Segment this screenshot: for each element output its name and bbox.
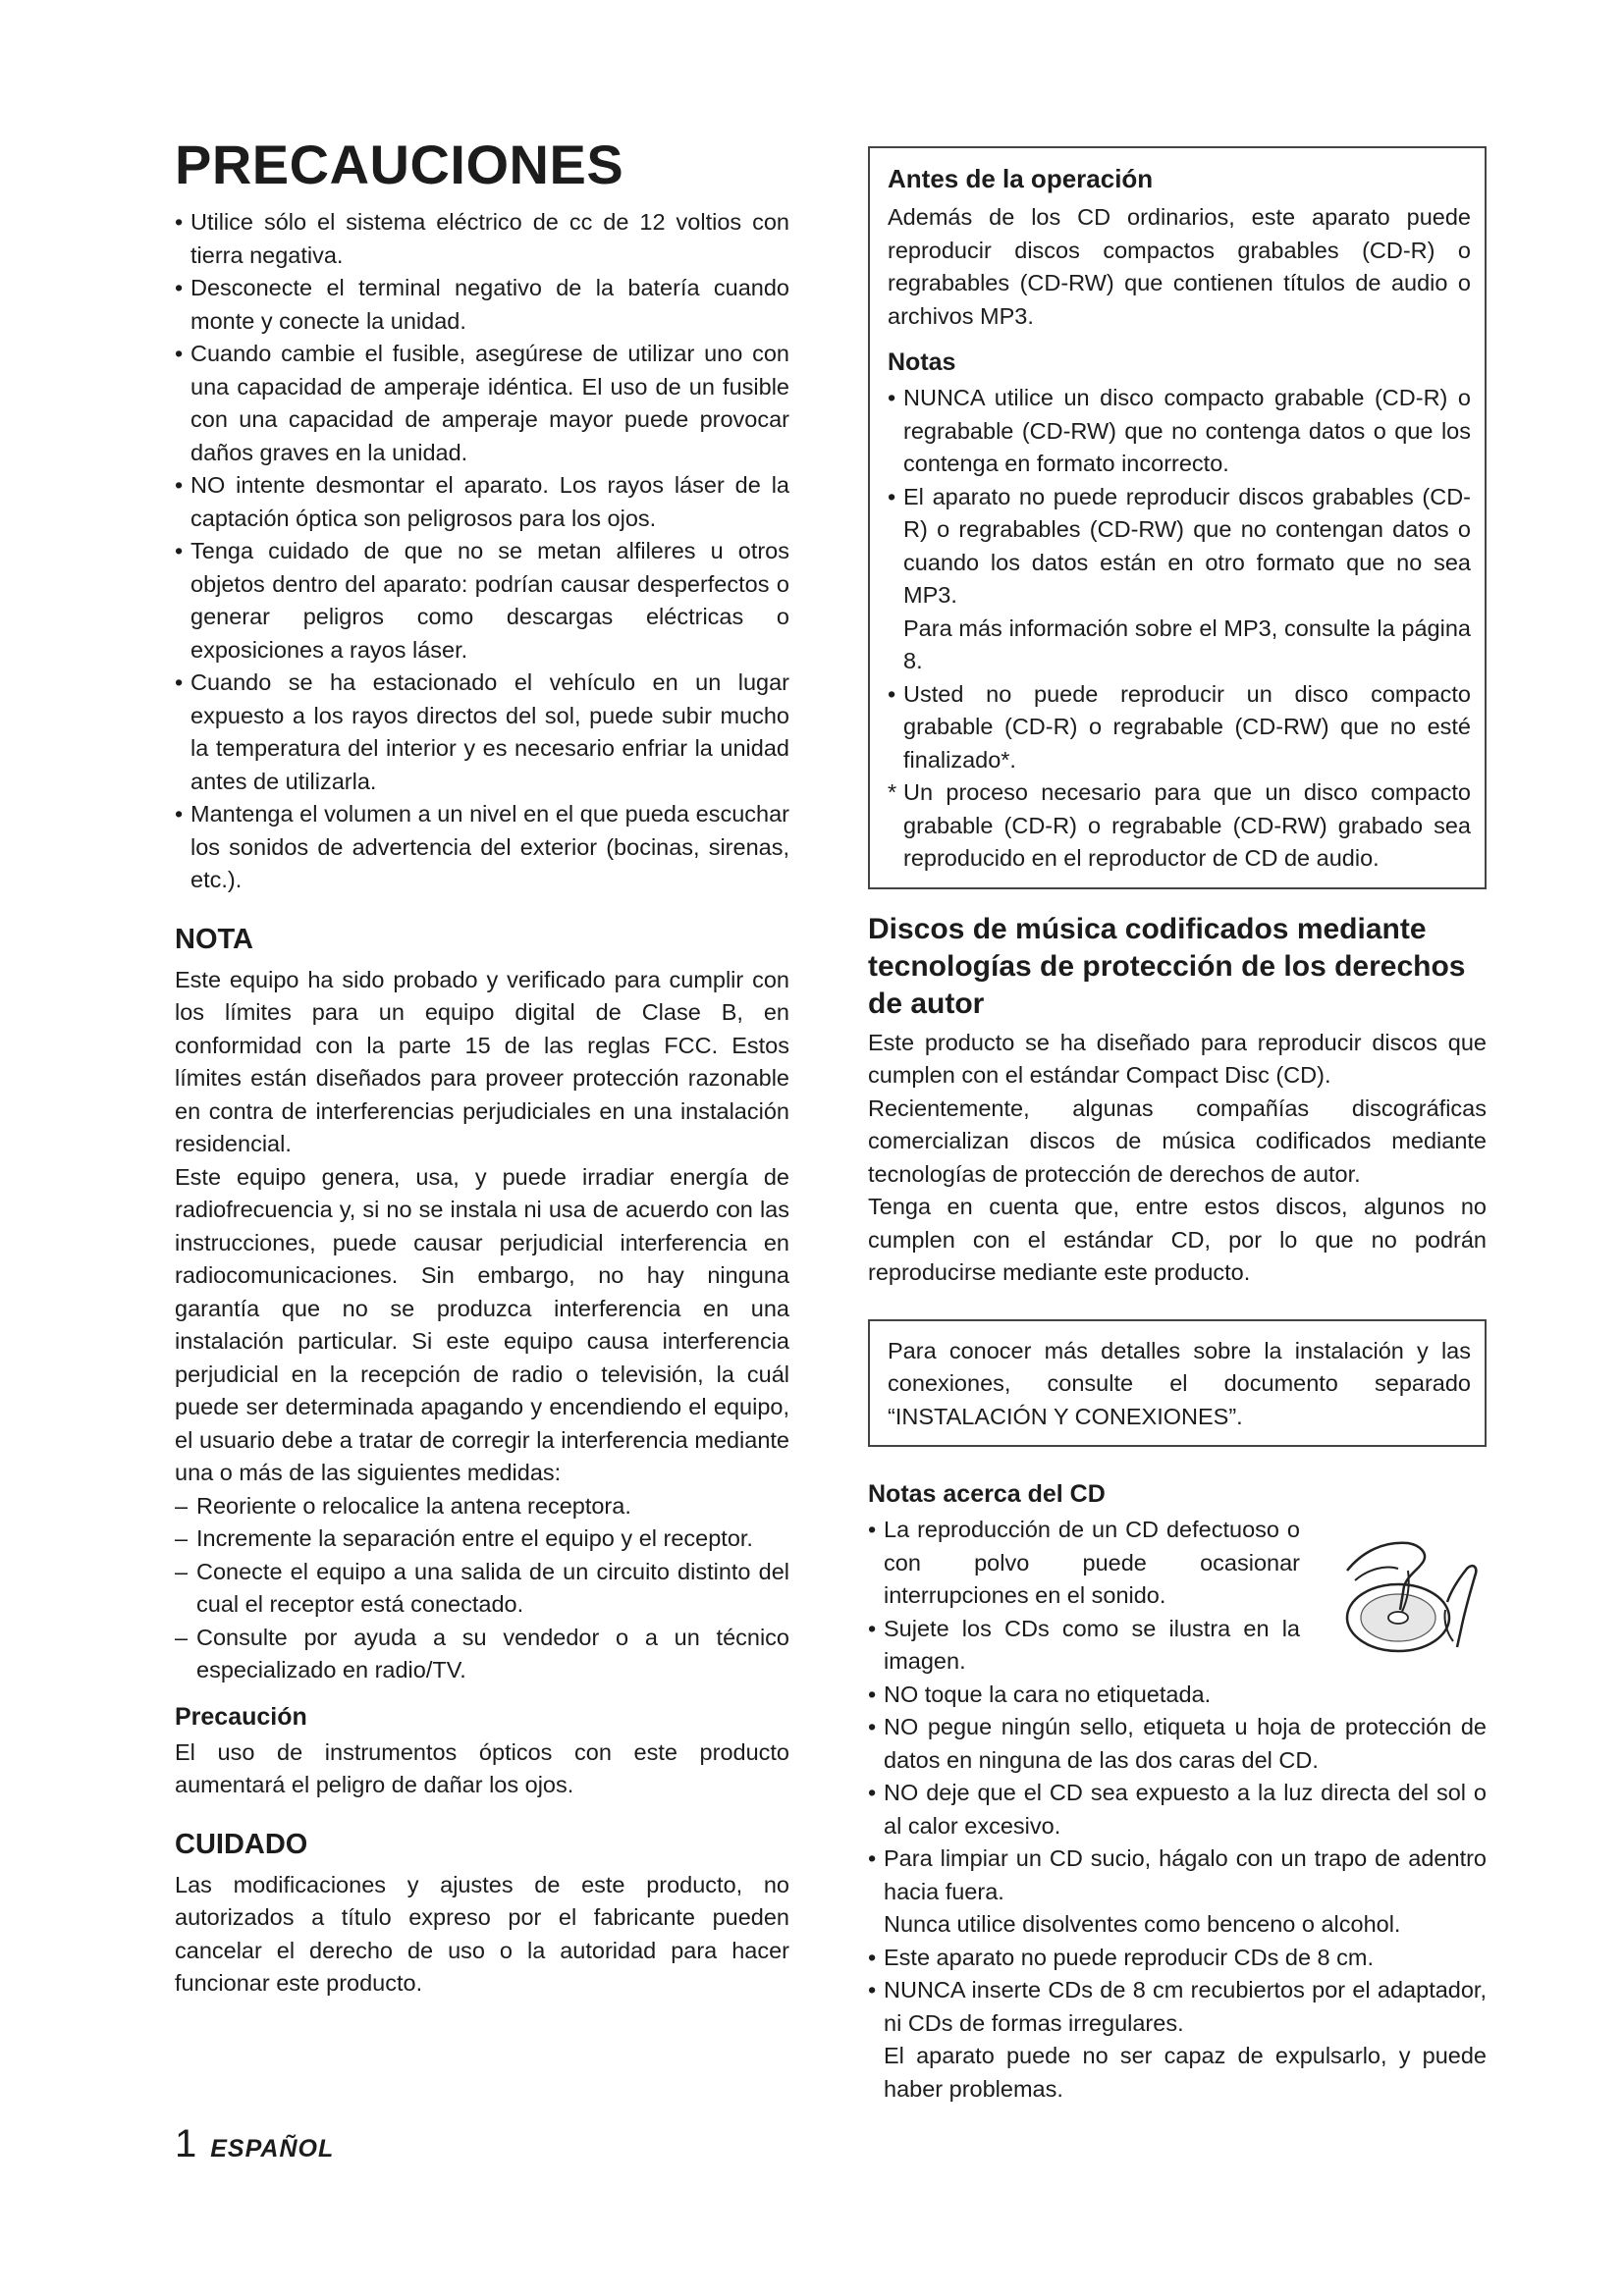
list-item: • Desconecte el terminal negativo de la batería cuando monte y conecte la unidad. (175, 272, 789, 338)
discos-paragraph-2: Recientemente, algunas compañías discográficas comercializan discos de música codificados mediante tecnologías de protección de derechos de autor. (868, 1095, 1487, 1187)
list-item: • Tenga cuidado de que no se metan alfileres u otros objetos dentro del aparato: podrían causar desperfectos o generar peligros como descargas eléctricas o exposiciones a rayos láser. (175, 535, 789, 667)
list-item: • Este aparato no puede reproducir CDs de 8 cm. (868, 1942, 1487, 1975)
antes-text: Además de los CD ordinarios, este aparato puede reproducir discos compactos grabables (CD-R) o regrabables (CD-RW) que contienen títulos de audio o archivos MP3. (888, 204, 1471, 329)
list-item: • NO deje que el CD sea expuesto a la luz directa del sol o al calor excesivo. (868, 1777, 1487, 1842)
cd-handling-illustration (1329, 1531, 1487, 1659)
nota-heading: NOTA (175, 923, 254, 955)
list-item-text: NUNCA inserte CDs de 8 cm recubiertos por el adaptador, ni CDs de formas irregulares. (884, 1977, 1487, 2036)
list-item: – Incremente la separación entre el equipo y el receptor. (175, 1522, 789, 1556)
list-item: • NO intente desmontar el aparato. Los rayos láser de la captación óptica son peligrosos para los ojos. (175, 469, 789, 535)
list-item: • Cuando cambie el fusible, asegúrese de utilizar uno con una capacidad de amperaje idéntica. El uso de un fusible con una capacidad de amperaje mayor puede provocar daños graves en la unidad. (175, 338, 789, 469)
list-item (868, 1974, 1487, 2106)
nota-paragraph-2: Este equipo genera, usa, y puede irradiar energía de radiofrecuencia y, si no se instala ni usa de acuerdo con las instrucciones, puede causar perjudicial interferencia en radiocomunicaciones. Sin embargo, no hay ninguna garantía que no se produzca interferencia en una instalación particular. Si este equipo causa interferencia perjudicial en la recepción de radio o televisión, la cuál puede ser determinada apagando y encendiendo el equipo, el usuario debe a tratar de corregir la interferencia mediante una o más de las siguientes medidas: (175, 1163, 789, 1485)
discos-heading: Discos de música codificados mediante tecnologías de protección de los derechos de autor (868, 912, 1466, 1020)
eject-warning: El aparato puede no ser capaz de expulsarlo, y puede haber problemas. (884, 2043, 1487, 2102)
left-column (175, 133, 789, 2001)
page-number: 1 (175, 2122, 197, 2165)
page-footer (175, 2122, 334, 2166)
list-item: – Consulte por ayuda a su vendedor o a un técnico especializado en radio/TV. (175, 1622, 789, 1687)
mp3-reference: Para más información sobre el MP3, consulte la página 8. (903, 614, 1471, 673)
antes-box (868, 146, 1487, 889)
cuidado-text: Las modificaciones y ajustes de este producto, no autorizados a título expreso por el fabricante pueden cancelar el derecho de uso o la autoridad para hacer funcionar este producto. (175, 1871, 789, 1996)
cd-notes-list (868, 1679, 1487, 2107)
list-item-text: Para limpiar un CD sucio, hágalo con un trapo de adentro hacia fuera. (884, 1845, 1487, 1904)
cd-notes-heading: Notas acerca del CD (868, 1480, 1106, 1508)
nota-paragraph-1: Este equipo ha sido probado y verificado para cumplir con los límites para un equipo digital de Clase B, en conformidad con la parte 15 de las reglas FCC. Estos límites están diseñados para proveer protección razonable en contra de interferencias perjudiciales en una instalación residencial. (175, 966, 789, 1156)
installation-note-box (868, 1319, 1487, 1448)
discos-paragraph-3: Tenga en cuenta que, entre estos discos, algunos no cumplen con el estándar CD, por lo que no podrán reproducirse mediante este producto. (868, 1194, 1487, 1285)
list-item: • La reproducción de un CD defectuoso o con polvo puede ocasionar interrupciones en el sonido. (868, 1514, 1300, 1613)
list-item: • Mantenga el volumen a un nivel en el que pueda escuchar los sonidos de advertencia del exterior (bocinas, sirenas, etc.). (175, 798, 789, 897)
nota-measures-list (175, 1490, 789, 1687)
list-item (868, 1842, 1487, 1942)
list-item-text: El aparato no puede reproducir discos grabables (CD-R) o regrabables (CD-RW) que no contengan datos o cuando los datos están en otro formato que no sea MP3. (903, 483, 1471, 608)
precaucion-heading: Precaución (175, 1702, 307, 1731)
list-item: – Reoriente o relocalice la antena receptora. (175, 1490, 789, 1523)
language-label: ESPAÑOL (210, 2135, 335, 2163)
footnote: * Un proceso necesario para que un disco compacto grabable (CD-R) o regrabable (CD-RW) grabado sea reproducido en el reproductor de CD de audio. (888, 776, 1471, 876)
list-item: – Conecte el equipo a una salida de un circuito distinto del cual el receptor está conectado. (175, 1556, 789, 1622)
list-item: • NUNCA utilice un disco compacto grabable (CD-R) o regrabable (CD-RW) que no contenga datos o que los contenga en formato incorrecto. (888, 382, 1471, 481)
list-item (888, 481, 1471, 678)
cd-notes (868, 1514, 1487, 2106)
notas-list (888, 382, 1471, 876)
list-item: • Sujete los CDs como se ilustra en la imagen. (868, 1613, 1300, 1679)
right-column (868, 137, 1487, 2106)
antes-heading: Antes de la operación (888, 164, 1154, 193)
page-title: PRECAUCIONES (175, 133, 624, 195)
list-item: • NO pegue ningún sello, etiqueta u hoja de protección de datos en ninguna de las dos caras del CD. (868, 1711, 1487, 1777)
precaucion-text: El uso de instrumentos ópticos con este producto aumentará el peligro de dañar los ojos. (175, 1738, 789, 1797)
installation-note-text: Para conocer más detalles sobre la instalación y las conexiones, consulte el documento separado “INSTALACIÓN Y CONEXIONES”. (888, 1337, 1471, 1429)
precauciones-list (175, 206, 789, 897)
list-item: • Usted no puede reproducir un disco compacto grabable (CD-R) o regrabable (CD-RW) que no esté finalizado*. (888, 678, 1471, 777)
solvent-warning: Nunca utilice disolventes como benceno o alcohol. (884, 1911, 1401, 1937)
notas-heading: Notas (888, 348, 956, 376)
list-item: • NO toque la cara no etiquetada. (868, 1679, 1487, 1712)
list-item: • Utilice sólo el sistema eléctrico de cc de 12 voltios con tierra negativa. (175, 206, 789, 272)
cuidado-heading: CUIDADO (175, 1828, 308, 1860)
discos-paragraph-1: Este producto se ha diseñado para reproducir discos que cumplen con el estándar Compact Disc (CD). (868, 1029, 1487, 1088)
list-item: • Cuando se ha estacionado el vehículo en un lugar expuesto a los rayos directos del sol, puede subir mucho la temperatura del interior y es necesario enfriar la unidad antes de utilizarla. (175, 667, 789, 798)
